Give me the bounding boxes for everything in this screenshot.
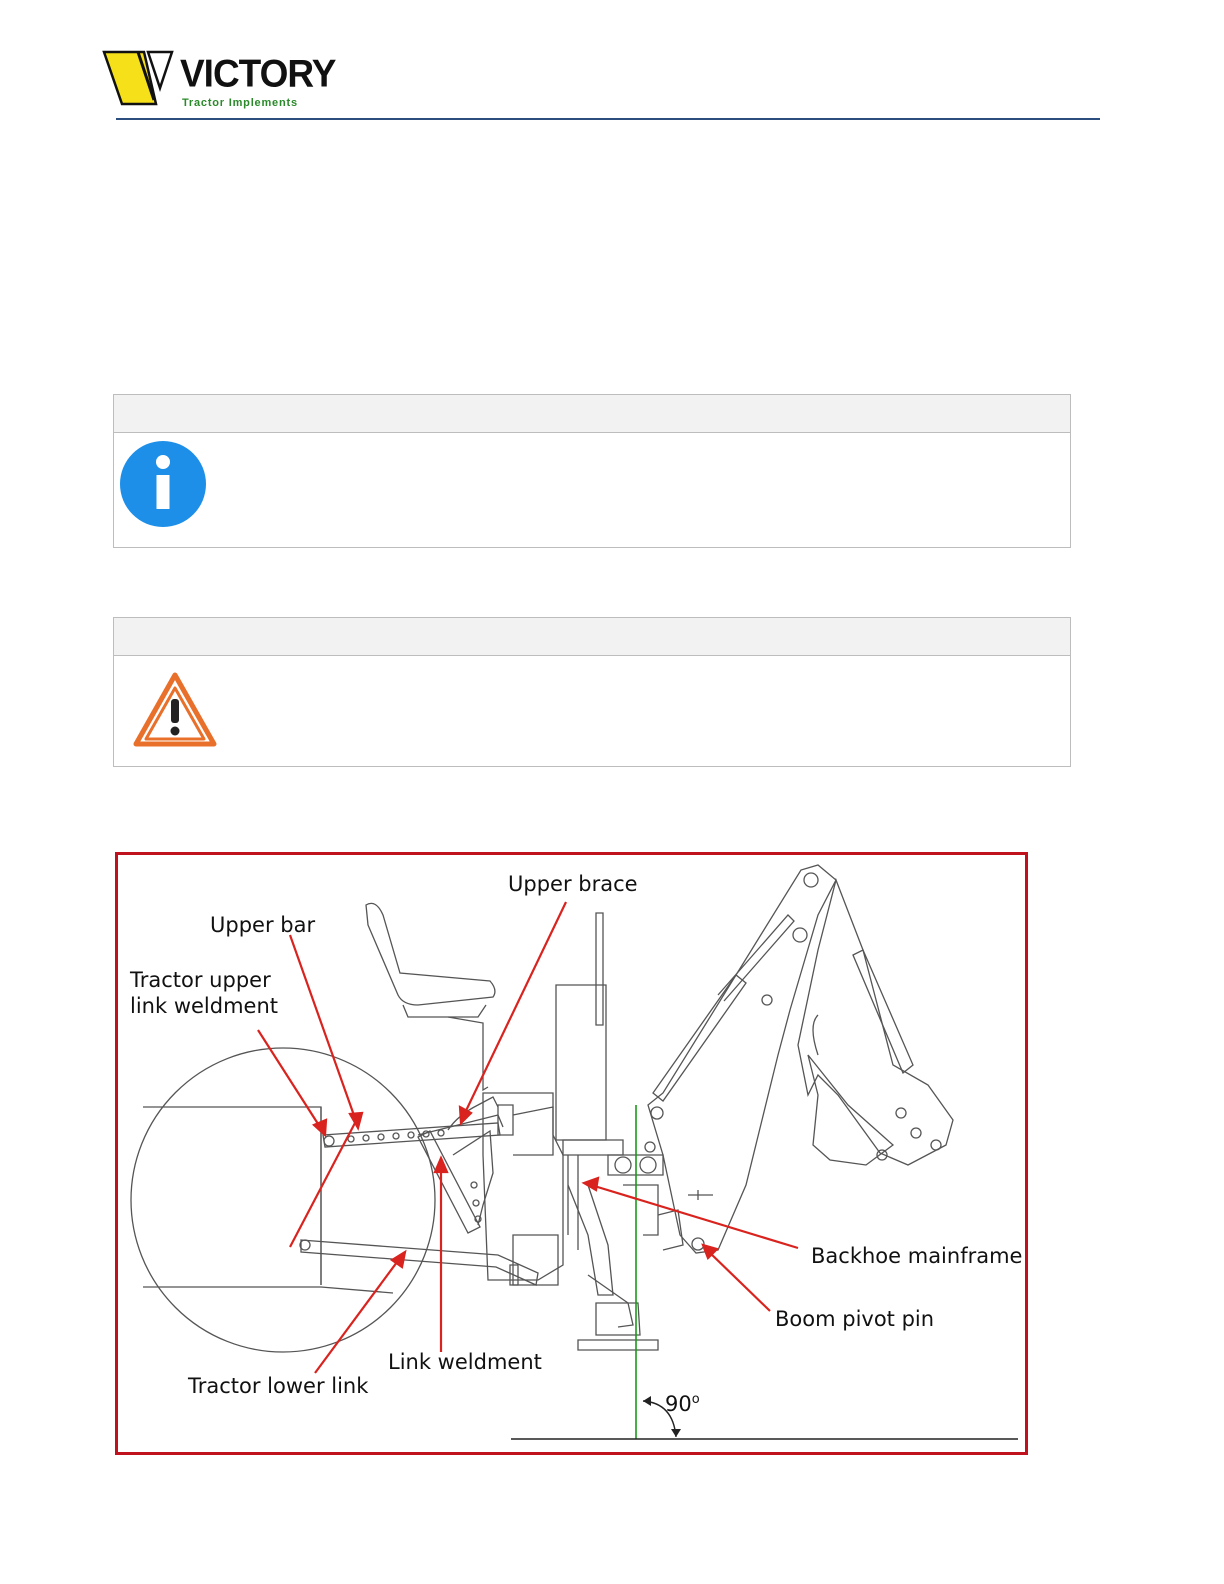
upper-brace-arrow — [463, 902, 566, 1117]
upper-link-weldment-arrow — [258, 1030, 320, 1127]
header-divider — [116, 118, 1100, 120]
label-angle: 90$^o$ — [665, 1392, 700, 1416]
upper-bar-arrow — [290, 1121, 356, 1247]
label-link-weldment: Link weldment — [388, 1350, 542, 1374]
brand-logo — [102, 48, 336, 112]
boom-pivot-pin-arrow — [708, 1251, 770, 1311]
label-upper-bar: Upper bar — [210, 913, 316, 937]
label-tractor-upper-link-weldment: Tractor upper link weldment — [130, 968, 278, 1019]
stabilizer-pad — [578, 1340, 658, 1350]
brand-tagline: Tractor Implements — [182, 97, 298, 109]
tractor-rear-wheel — [131, 1048, 435, 1352]
backhoe-line-drawing — [118, 855, 1025, 1452]
backhoe-tower — [556, 985, 606, 1140]
label-upper-brace: Upper brace — [508, 872, 638, 896]
label-boom-pivot-pin: Boom pivot pin — [775, 1307, 935, 1331]
info-icon — [119, 440, 207, 528]
dipper-stick-drawing — [798, 880, 953, 1165]
backhoe-mounting-diagram — [115, 852, 1028, 1455]
label-tractor-lower-link: Tractor lower link — [188, 1374, 369, 1398]
bucket-drawing — [808, 1055, 893, 1165]
victory-v-emblem-icon — [102, 48, 178, 108]
lower-link-drawing — [301, 1240, 538, 1285]
brand-name: VICTORY — [180, 51, 336, 95]
warning-triangle-icon — [133, 672, 217, 748]
operator-seat — [366, 903, 495, 1005]
label-backhoe-mainframe: Backhoe mainframe — [811, 1244, 1023, 1268]
warning-notice-box — [113, 617, 1071, 767]
info-notice-box — [113, 394, 1071, 548]
warning-notice-header — [114, 618, 1070, 656]
info-notice-header — [114, 395, 1070, 433]
link-weldment-drawing — [418, 1131, 480, 1233]
